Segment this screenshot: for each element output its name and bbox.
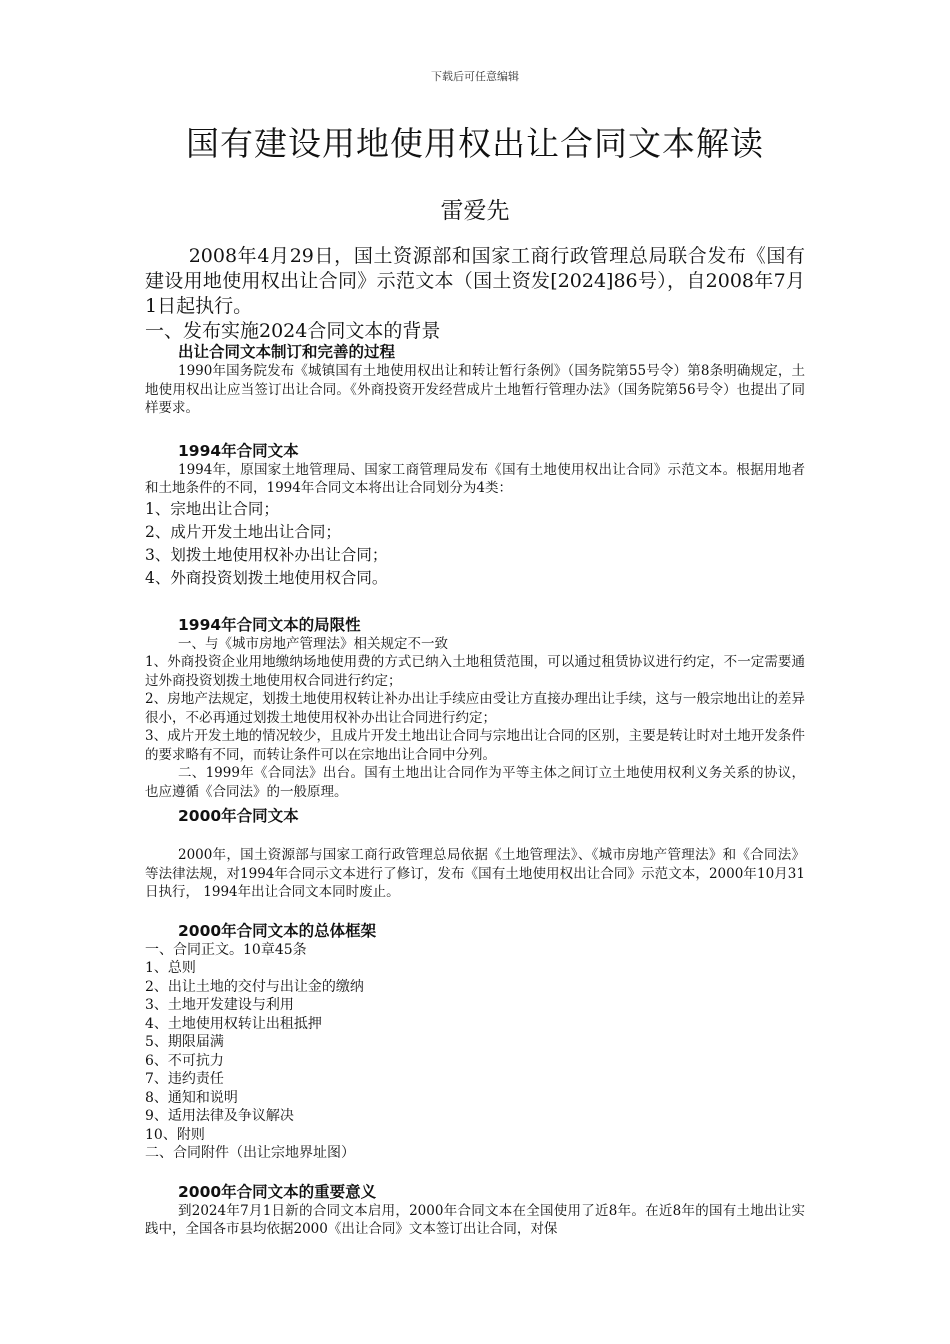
list-item: 4、土地使用权转让出租抵押 [145,1015,322,1032]
list-item: 6、不可抗力 [145,1052,224,1069]
paragraph: 一、与《城市房地产管理法》相关规定不一致 [178,635,448,652]
subsection-heading: 2000年合同文本 [178,807,299,825]
subsection-heading: 2000年合同文本的总体框架 [178,921,377,940]
paragraph: 二、1999年《合同法》出台。国有土地出让合同作为平等主体之间订立土地使用权利义务关系的协议，也应遵循《合同法》的一般原理。 [145,765,805,800]
list-item: 10、附则 [145,1126,205,1143]
subsection-heading: 出让合同文本制订和完善的过程 [178,343,396,361]
subsection-heading: 2000年合同文本的重要意义 [178,1182,377,1201]
list-item: 二、合同附件（出让宗地界址图） [145,1145,355,1161]
list-item: 3、土地开发建设与利用 [145,997,294,1013]
intro-paragraph: 2008年4月29日，国土资源部和国家工商行政管理总局联合发布《国有建设用地使用权出让合同》示范文本（国土资发[2024]86号），自2008年7月1日起执行。 [145,245,805,317]
subsection-heading: 1994年合同文本的局限性 [178,615,361,634]
document-body [145,244,805,1239]
list-item: 9、适用法律及争议解决 [145,1108,294,1124]
author: 雷爱先 [440,198,510,224]
page-title: 国有建设用地使用权出让合同文本解读 [186,124,764,163]
list-item: 7、违约责任 [145,1071,224,1087]
list-item: 2、成片开发土地出让合同； [145,522,341,541]
list-item: 3、成片开发土地的情况较少，且成片开发土地出让合同与宗地出让合同的区别，主要是转让时对土地开发条件的要求略有不同，而转让条件可以在宗地出让合同中分列。 [145,728,805,763]
subsection-heading: 1994年合同文本 [178,441,299,460]
list-item: 1、宗地出让合同； [145,499,279,518]
list-item: 5、期限届满 [145,1034,224,1050]
header-note: 下载后可任意编辑 [431,70,519,83]
list-item: 2、房地产法规定，划拨土地使用权转让补办出让手续应由受让方直接办理出让手续，这与一般宗地出让的差异很小，不必再通过划拨土地使用权补办出让合同进行约定； [145,691,805,726]
section-heading: 一、发布实施2024合同文本的背景 [145,320,441,342]
list-item: 1、总则 [145,960,196,976]
list-item: 4、外商投资划拨土地使用权合同。 [145,568,388,587]
list-item: 8、通知和说明 [145,1089,238,1106]
list-item: 一、合同正文。10章45条 [145,941,307,958]
paragraph: 2000年，国土资源部与国家工商行政管理总局依据《土地管理法》、《城市房地产管理法》和《合同法》等法律法规，对1994年合同示文本进行了修订，发布《国有土地使用权出让合同》示范文本，2000年10月31日执行， 1994年出让合同文本同时废止。 [145,847,805,900]
list-item: 2、出让土地的交付与出让金的缴纳 [145,978,364,995]
paragraph: 到2024年7月1日新的合同文本启用，2000年合同文本在全国使用了近8年。在近8年的国有土地出让实践中，全国各市县均依据2000《出让合同》文本签订出让合同，对保 [145,1202,805,1237]
list-item: 3、划拨土地使用权补办出让合同； [145,545,388,564]
list-item: 1、外商投资企业用地缴纳场地使用费的方式已纳入土地租赁范围，可以通过租赁协议进行约定，不一定需要通过外商投资划拨土地使用权合同进行约定； [145,654,805,689]
paragraph: 1990年国务院发布《城镇国有土地使用权出让和转让暂行条例》（国务院第55号令）第8条明确规定，土地使用权出让应当签订出让合同。《外商投资开发经营成片土地暂行管理办法》（国务院第56号令）也提出了同样要求。 [145,363,805,416]
paragraph: 1994年，原国家土地管理局、国家工商管理局发布《国有土地使用权出让合同》示范文本。根据用地者和土地条件的不同，1994年合同文本将出让合同划分为4类： [145,461,805,496]
